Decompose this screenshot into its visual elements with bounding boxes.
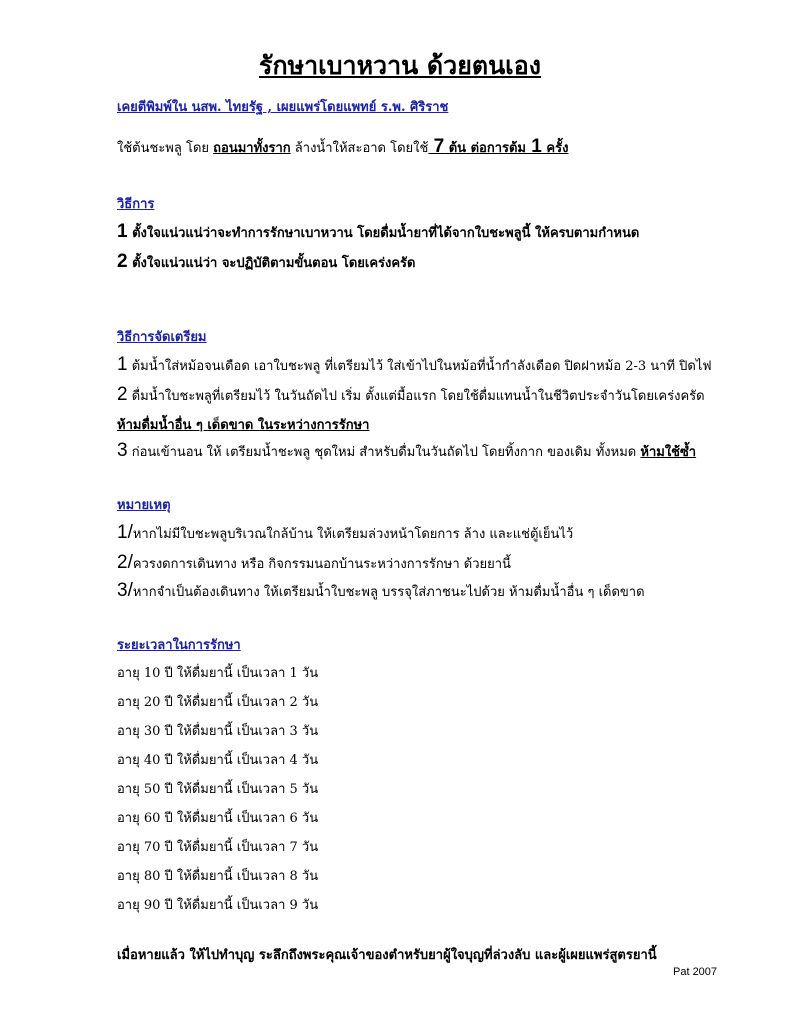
intro-count-1: 1 [526,136,542,157]
duration-row: อายุ 40 ปี ให้ดื่มยานี้ เป็นเวลา 4 วัน [117,753,319,768]
intro-text-3: ต้น ต่อการต้ม [444,141,526,156]
prep-item-3 [117,440,696,462]
method-item-number: 1 [117,221,128,242]
source-line: เคยตีพิมพ์ใน นสพ. ไทยรัฐ , เผยแพร่โดยแพทย์ ร.พ. ศิริราช [117,100,449,115]
prep-item-number: 1 [117,354,128,375]
note-item [117,580,645,602]
duration-row: อายุ 50 ปี ให้ดื่มยานี้ เป็นเวลา 5 วัน [117,782,319,797]
duration-row: อายุ 90 ปี ให้ดื่มยานี้ เป็นเวลา 9 วัน [117,898,319,913]
note-item [117,522,573,544]
method-item [117,221,639,243]
note-number: 1/ [117,522,133,543]
document-title: รักษาเบาหวาน ด้วยตนเอง [259,51,541,80]
prep-no-reuse: ห้ามใช้ซ้ำ [640,445,697,460]
method-item-text: ตั้งใจแน่วแน่ว่าจะทำการรักษาเบาหวาน โดยดื่มน้ำยาที่ได้จากใบชะพลูนี้ ให้ครบตามกำหนด [127,226,640,241]
prep-heading: วิธีการจัดเตรียม [117,330,207,345]
intro-count-7: 7 [428,136,445,157]
intro-text-4: ครั้ง [541,141,569,156]
intro-uproot: ถอนมาทั้งราก [213,141,291,156]
method-item [117,251,415,273]
method-item-text: ตั้งใจแน่วแน่ว่า จะปฏิบัติตามขั้นตอน โดยเคร่งครัด [127,256,416,271]
prep-warning: ห้ามดื่มน้ำอื่น ๆ เด็ดขาด ในระหว่างการรักษา [117,418,370,433]
notes-heading: หมายเหตุ [117,498,171,513]
method-item-number: 2 [117,251,128,272]
method-heading: วิธีการ [117,197,155,212]
prep-item-text: ต้มน้ำใส่หม้อจนเดือด เอาใบชะพลู ที่เตรียมไว้ ใส่เข้าไปในหม้อที่น้ำกำลังเดือด ปิดฝาหม้อ 2-3 นาที ปิดไฟ [127,359,712,374]
prep-item-text: ก่อนเข้านอน ให้ เตรียมน้ำชะพลู ชุดใหม่ สำหรับดื่มในวันถัดไป โดยทิ้งกาก ของเดิม ทั้งหมด [127,445,641,460]
prep-item-number: 2 [117,384,128,405]
prep-item-1 [117,354,712,376]
duration-row: อายุ 30 ปี ให้ดื่มยานี้ เป็นเวลา 3 วัน [117,724,319,739]
intro-line [117,136,568,158]
prep-item-number: 3 [117,440,128,461]
note-text: ควรงดการเดินทาง หรือ กิจกรรมนอกบ้านระหว่างการรักษา ด้วยยานี้ [132,557,511,572]
closing-line: เมื่อหายแล้ว ให้ไปทำบุญ ระลึกถึงพระคุณเจ้าของตำหรับยาผู้ใจบุญที่ล่วงลับ และผู้เผยแพร่สูตรยานี้ [117,948,657,963]
duration-row: อายุ 70 ปี ให้ดื่มยานี้ เป็นเวลา 7 วัน [117,840,319,855]
footer-credit: Pat 2007 [673,966,718,978]
duration-row: อายุ 60 ปี ให้ดื่มยานี้ เป็นเวลา 6 วัน [117,811,319,826]
note-text: หากไม่มีใบชะพลูบริเวณใกล้บ้าน ให้เตรียมล่วงหน้าโดยการ ล้าง และแช่ตู้เย็นไว้ [132,527,574,542]
prep-item-text: ดื่มน้ำใบชะพลูที่เตรียมไว้ ในวันถัดไป เริ่ม ตั้งแต่มื้อแรก โดยใช้ดื่มแทนน้ำในชีวิตประจำวันโดยเคร่งครัด [127,389,705,404]
note-item [117,552,511,574]
duration-heading: ระยะเวลาในการรักษา [117,638,241,653]
note-number: 2/ [117,552,133,573]
duration-row: อายุ 80 ปี ให้ดื่มยานี้ เป็นเวลา 8 วัน [117,869,319,884]
duration-row: อายุ 10 ปี ให้ดื่มยานี้ เป็นเวลา 1 วัน [117,666,319,681]
duration-row: อายุ 20 ปี ให้ดื่มยานี้ เป็นเวลา 2 วัน [117,695,319,710]
prep-item-2 [117,384,705,406]
intro-text-2: ล้างน้ำให้สะอาด โดยใช้ [290,141,429,156]
note-number: 3/ [117,580,133,601]
intro-text-1: ใช้ต้นชะพลู โดย [117,141,214,156]
note-text: หากจำเป็นต้องเดินทาง ให้เตรียมน้ำใบชะพลู บรรจุใส่ภาชนะไปด้วย ห้ามดื่มน้ำอื่น ๆ เด็ดขาด [132,585,645,600]
